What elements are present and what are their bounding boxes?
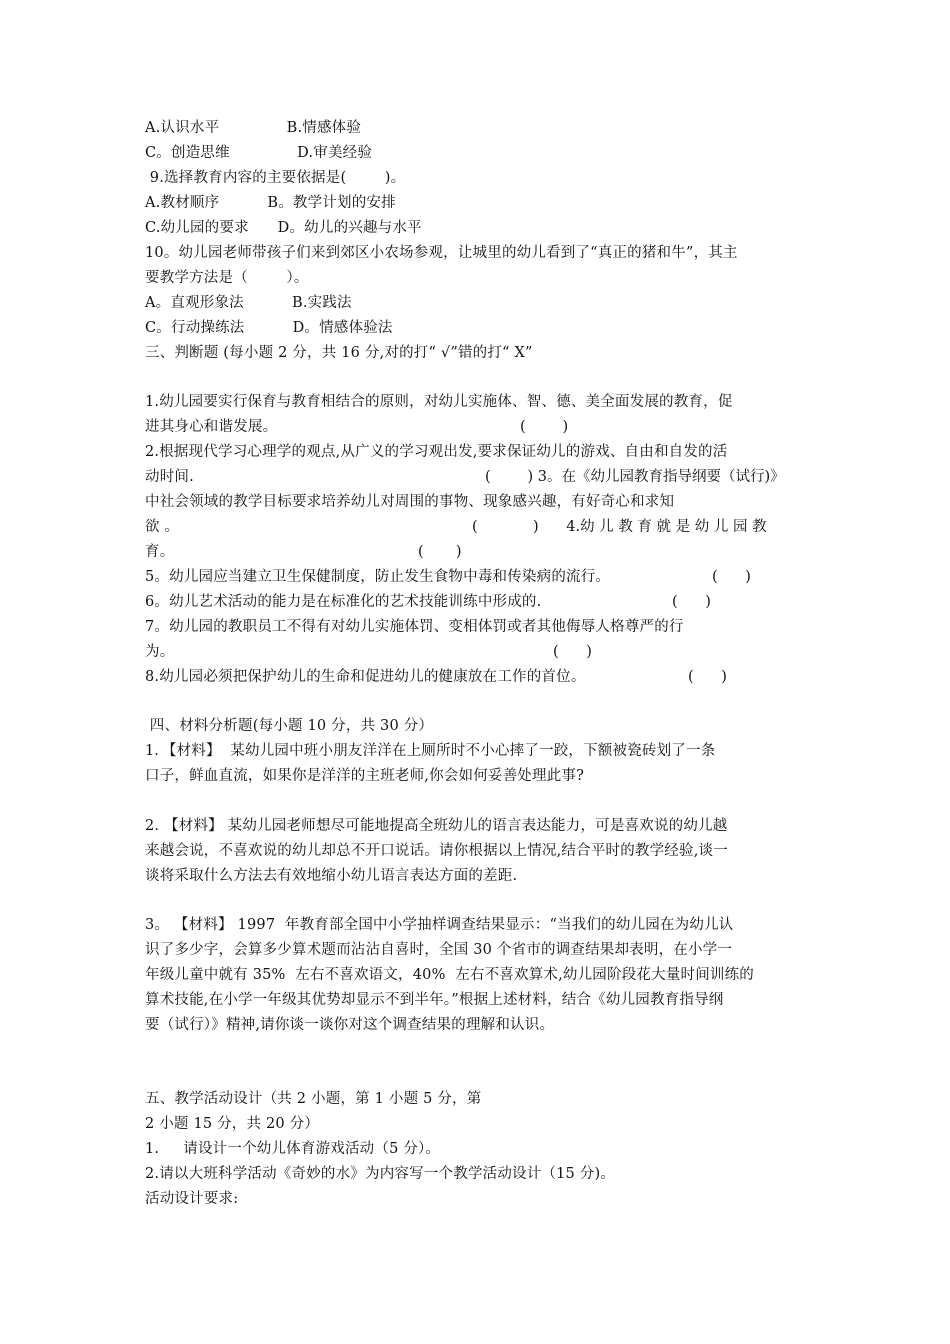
answer-blank: ( ) — [672, 594, 711, 610]
material-2-cont: 来越会说，不喜欢说的幼儿却总不开口说话。请你根据以上情况,结合平时的教学经验,谈一 — [145, 843, 728, 859]
question-10-cont: 要教学方法是（ ）。 — [145, 270, 309, 286]
design-task-2: 2.请以大班科学活动《奇妙的水》为内容写一个教学活动设计（15 分)。 — [145, 1166, 616, 1182]
judge-item-4-cont: 育。 — [145, 544, 175, 560]
design-requirements-label: 活动设计要求: — [145, 1191, 239, 1207]
material-2-end: 谈将采取什么方法去有效地缩小幼儿语言表达方面的差距. — [145, 868, 518, 884]
material-3-cont: 识了多少字，会算多少算术题而沾沾自喜时，全国 30 个省市的调查结果却表明，在小学一 — [145, 942, 733, 958]
material-1: 1．【材料】 某幼儿园中班小朋友洋洋在上厕所时不小心摔了一跤，下额被瓷砖划了一条 — [145, 743, 716, 759]
judge-item-2: 2.根据现代学习心理学的观点,从广义的学习观出发,要求保证幼儿的游戏、自由和自发的活 — [145, 444, 728, 460]
section-heading-4: 四、材料分析题(每小题 10 分，共 30 分） — [145, 718, 434, 734]
section-heading-5: 五、教学活动设计（共 2 小题，第 1 小题 5 分，第 — [145, 1091, 482, 1107]
judge-item-1-cont: 进其身心和谐发展。 — [145, 419, 278, 435]
option-line: A.认识水平 B.情感体验 — [145, 120, 362, 136]
option-line: A。直观形象法 B.实践法 — [145, 295, 352, 311]
material-1-cont: 口子，鲜血直流，如果你是洋洋的主班老师,你会如何妥善处理此事? — [145, 768, 585, 784]
answer-blank-and-item-4: ( ) 4.幼 儿 教 育 就 是 幼 儿 园 教 — [472, 519, 767, 535]
option-line: C.幼儿园的要求 D。幼儿的兴趣与水平 — [145, 220, 422, 236]
answer-blank-and-item-3: ( ) 3。在《幼儿园教育指导纲要（试行)》 — [485, 469, 785, 485]
judge-item-1: 1.幼儿园要实行保育与教育相结合的原则，对幼儿实施体、智、德、美全面发展的教育，促 — [145, 394, 733, 410]
judge-item-7-cont: 为。 — [145, 644, 175, 660]
material-3-cont: 算术技能,在小学一年级其优势却显示不到半年。”根据上述材料，结合《幼儿园教育指导纲 — [145, 992, 724, 1008]
judge-item-6: 6。幼儿艺术活动的能力是在标准化的艺术技能训练中形成的. — [145, 594, 542, 610]
judge-item-7: 7。幼儿园的教职员工不得有对幼儿实施体罚、变相体罚或者其他侮辱人格尊严的行 — [145, 619, 684, 635]
answer-blank: ( ) — [553, 644, 592, 660]
design-task-1: 1. 请设计一个幼儿体育游戏活动（5 分）。 — [145, 1141, 441, 1157]
material-2: 2. 【材料】 某幼儿园老师想尽可能地提高全班幼儿的语言表达能力，可是喜欢说的幼儿越 — [145, 818, 728, 834]
answer-blank: ( ) — [520, 419, 569, 435]
answer-blank: ( ) — [712, 569, 751, 585]
material-3-end: 要（试行）》精神,请你谈一谈你对这个调查结果的理解和认识。 — [145, 1017, 555, 1033]
judge-item-3-end: 欲 。 — [145, 519, 180, 535]
option-line: A.教材顺序 B。教学计划的安排 — [145, 195, 396, 211]
question-10: 10。幼儿园老师带孩子们来到郊区小农场参观，让城里的幼儿看到了“真正的猪和牛”，其主 — [145, 245, 738, 261]
judge-item-2-cont: 动时间. — [145, 469, 194, 485]
answer-blank: ( ) — [688, 669, 727, 685]
section-heading-5-cont: 2 小题 15 分，共 20 分） — [145, 1116, 320, 1132]
judge-item-5: 5。幼儿园应当建立卫生保健制度，防止发生食物中毒和传染病的流行。 — [145, 569, 611, 585]
option-line: C。行动操练法 D。情感体验法 — [145, 320, 393, 336]
material-3: 3。 【材料】 1997 年教育部全国中小学抽样调查结果显示：“当我们的幼儿园在为幼儿认 — [145, 917, 734, 933]
judge-item-3-cont: 中社会领域的教学目标要求培养幼儿对周围的事物、现象感兴趣，有好奇心和求知 — [145, 494, 675, 510]
option-line: C。创造思维 D.审美经验 — [145, 145, 373, 161]
section-heading-3: 三、判断题 (每小题 2 分，共 16 分,对的打“ √”错的打“ X” — [145, 345, 533, 361]
material-3-cont: 年级儿童中就有 35% 左右不喜欢语文，40% 左右不喜欢算术,幼儿园阶段花大量时间训练的 — [145, 967, 755, 983]
answer-blank: ( ) — [418, 544, 462, 560]
judge-item-8: 8.幼儿园必须把保护幼儿的生命和促进幼儿的健康放在工作的首位。 — [145, 669, 586, 685]
question-9: 9.选择教育内容的主要依据是( )。 — [145, 170, 406, 186]
